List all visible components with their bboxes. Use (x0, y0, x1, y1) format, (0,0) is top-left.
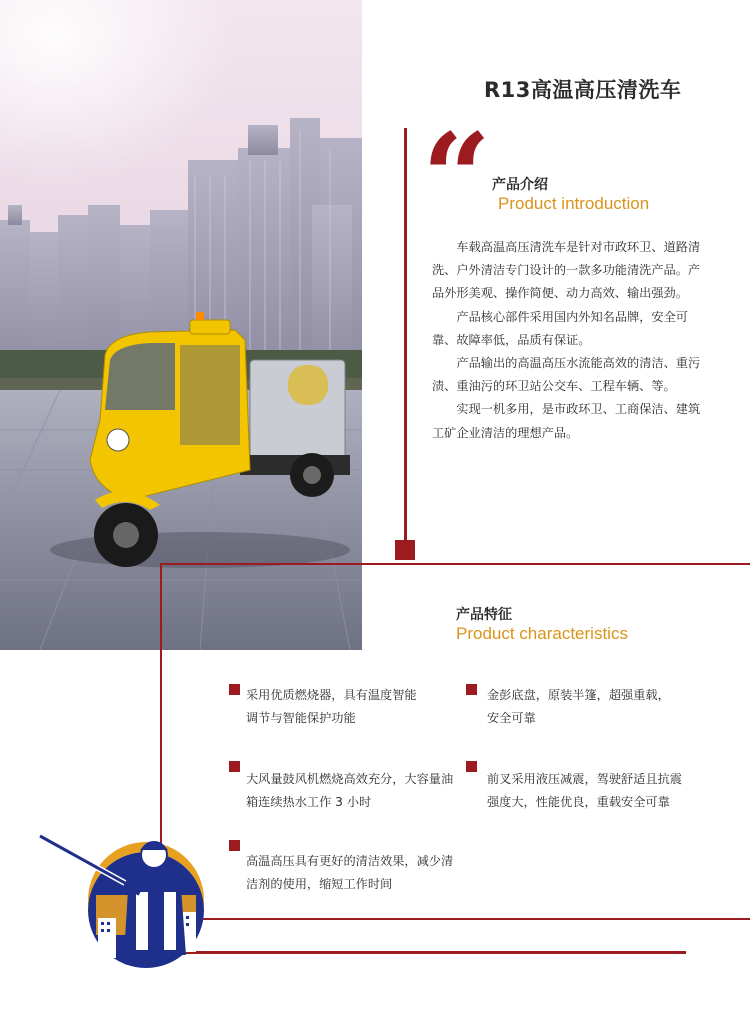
characteristics-heading-en: Product characteristics (456, 624, 628, 643)
feature-item: 高温高压具有更好的清洁效果，减少清洁剂的使用，缩短工作时间 (246, 854, 454, 891)
intro-heading-en: Product introduction (498, 194, 650, 213)
feature-item: 大风量鼓风机燃烧高效充分，大容量油箱连续热水工作 3 小时 (246, 772, 454, 809)
divider-horizontal (160, 918, 750, 920)
bullet-square-icon (466, 761, 477, 772)
characteristics-heading-cn: 产品特征 (456, 607, 512, 623)
feature-item: 采用优质燃烧器，具有温度智能调节与智能保护功能 (246, 688, 417, 725)
pressure-washer-worker-icon (36, 830, 216, 980)
bullet-square-icon (229, 684, 240, 695)
product-title: R13高温高压清洗车 (484, 78, 682, 102)
divider-horizontal (160, 563, 750, 565)
divider-horizontal (174, 951, 686, 954)
intro-paragraph: 车载高温高压清洗车是针对市政环卫、道路清洗、户外清洁专门设计的一款多功能清洗产品。产品外形美观、操作简便、动力高效、输出强劲。 (432, 240, 701, 301)
bullet-square-icon (466, 684, 477, 695)
divider-vertical (404, 128, 407, 548)
quote-mark-icon: “ (422, 107, 492, 248)
intro-paragraph: 产品输出的高温高压水流能高效的清洁、重污渍、重油污的环卫站公交车、工程车辆、等。 (432, 356, 701, 394)
intro-paragraph: 实现一机多用，是市政环卫、工商保洁、建筑工矿企业清洁的理想产品。 (432, 402, 701, 440)
feature-item: 金彭底盘，原装半篷，超强重载，安全可靠 (487, 688, 670, 725)
bullet-square-icon (395, 540, 415, 560)
product-photo (0, 0, 362, 650)
bullet-square-icon (229, 761, 240, 772)
feature-item: 前叉采用液压减震，驾驶舒适且抗震强度大，性能优良，重载安全可靠 (487, 772, 682, 809)
intro-text (432, 236, 712, 445)
intro-heading-cn: 产品介绍 (492, 177, 548, 193)
bullet-square-icon (229, 840, 240, 851)
intro-paragraph: 产品核心部件采用国内外知名品牌，安全可靠、故障率低，品质有保证。 (432, 309, 688, 347)
